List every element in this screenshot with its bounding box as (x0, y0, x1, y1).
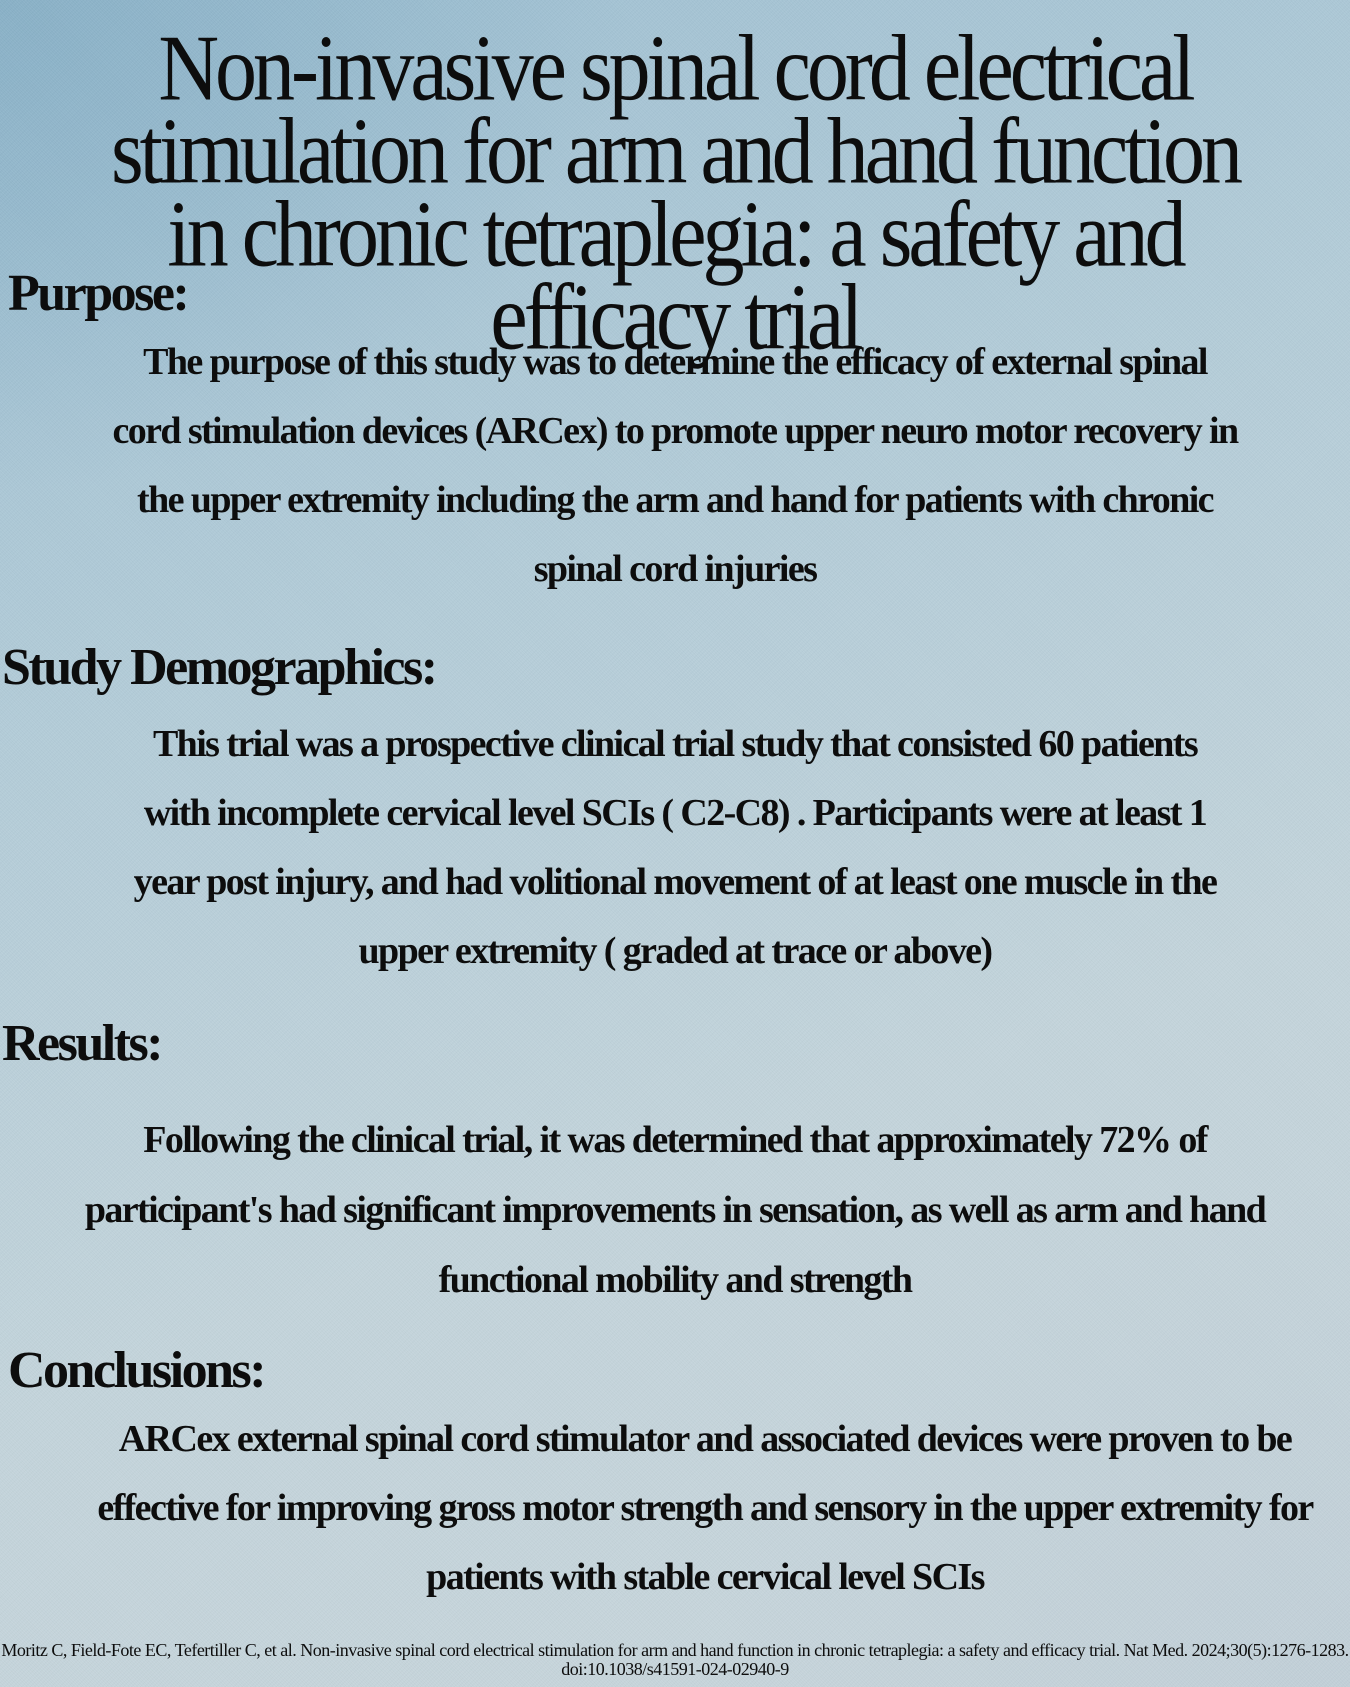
purpose-text: The purpose of this study was to determine the efficacy of external spinal cord stimulation devices (ARCex) to promote upper neuro motor recovery in the upper extremity including the arm and hand for patients with chronic spinal cord injuries (112, 341, 1238, 590)
results-heading: Results: (2, 1015, 162, 1072)
poster-title: Non-invasive spinal cord electrical stimulation for arm and hand function in chronic tetraplegia: a safety and efficacy trial (110, 16, 1240, 370)
conclusions-heading: Conclusions: (8, 1342, 265, 1399)
demographics-text: This trial was a prospective clinical trial study that consisted 60 patients with incomplete cervical level SCIs ( C2-C8) . Participants were at least 1 year post injury, and had volitional movement of at least one muscle in the upper extremity ( graded at trace or above) (133, 723, 1217, 972)
demographics-heading: Study Demographics: (2, 639, 436, 696)
citation: Moritz C, Field-Fote EC, Tefertiller C, et al. Non-invasive spinal cord electrical stimulation for arm and hand function in chronic tetraplegia: a safety and efficacy trial. Nat Med. 2024;30(5):1276-1283. doi:10.1038/s41591-024-02940-9 (1, 1640, 1349, 1679)
purpose-heading: Purpose: (8, 265, 188, 322)
results-text: Following the clinical trial, it was determined that approximately 72% of participant's had significant improvements in sensation, as well as arm and hand functional mobility and strength (84, 1119, 1266, 1301)
conclusions-text: ARCex external spinal cord stimulator and associated devices were proven to be effective for improving gross motor strength and sensory in the upper extremity for patients with stable cervical level SCIs (97, 1418, 1313, 1598)
